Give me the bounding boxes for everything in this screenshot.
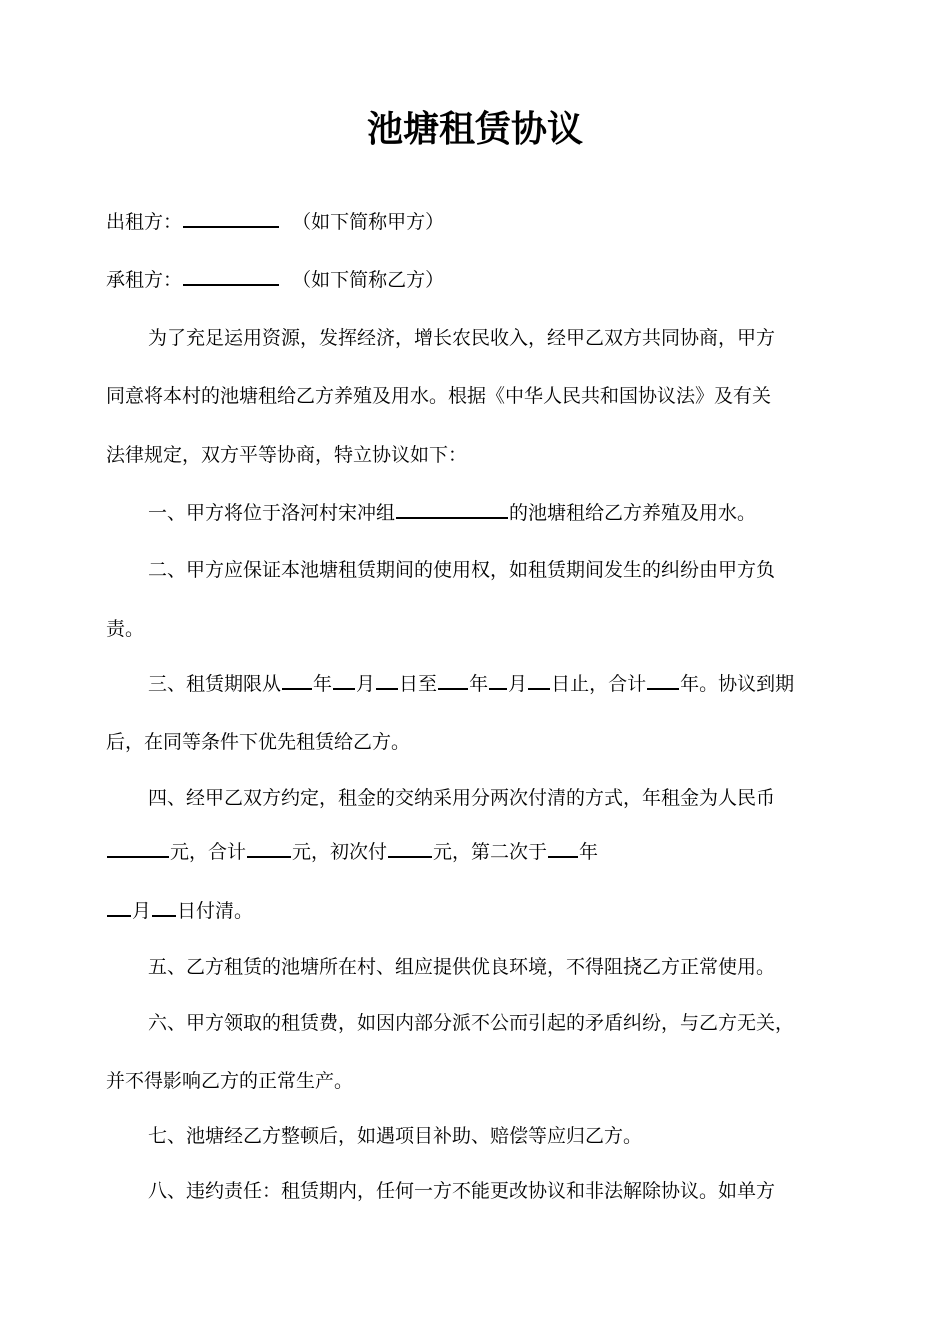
annual-rent-blank bbox=[107, 838, 169, 858]
c4e: 年 bbox=[579, 841, 599, 863]
total-years-blank bbox=[647, 670, 679, 690]
clause-2-line-2: 责。 bbox=[106, 618, 145, 640]
second-month-blank bbox=[107, 897, 131, 917]
total-rent-blank bbox=[247, 838, 291, 858]
c3b: 年 bbox=[313, 673, 333, 695]
lessor-label: 出租方： bbox=[106, 211, 183, 233]
clause-4-line-3 bbox=[106, 896, 253, 926]
c4g: 日付清。 bbox=[177, 900, 254, 922]
preamble-line-1: 为了充足运用资源，发挥经济，增长农民收入，经甲乙双方共同协商，甲方 bbox=[148, 327, 776, 349]
preamble-line-2: 同意将本村的池塘租给乙方养殖及用水。根据《中华人民共和国协议法》及有关 bbox=[106, 385, 772, 407]
c4c: 元，初次付 bbox=[292, 841, 388, 863]
location-blank bbox=[396, 499, 508, 519]
clause-5: 五、乙方租赁的池塘所在村、组应提供优良环境，不得阻挠乙方正常使用。 bbox=[148, 956, 776, 978]
clause-4-line-2 bbox=[106, 837, 598, 867]
c4d: 元，第二次于 bbox=[433, 841, 548, 863]
document-title: 池塘租赁协议 bbox=[366, 109, 583, 150]
clause-6-line-2: 并不得影响乙方的正常生产。 bbox=[106, 1070, 354, 1092]
c4b: 元，合计 bbox=[170, 841, 247, 863]
c4f: 月 bbox=[132, 900, 152, 922]
start-day-blank bbox=[376, 670, 398, 690]
clause-2-line-1: 二、甲方应保证本池塘租赁期间的使用权，如租赁期间发生的纠纷由甲方负 bbox=[148, 559, 776, 581]
lessee-note: （如下简称乙方） bbox=[292, 269, 445, 291]
clause-3-line-1 bbox=[148, 669, 794, 699]
lessor-note: （如下简称甲方） bbox=[292, 211, 445, 233]
clause-6-line-1: 六、甲方领取的租赁费，如因内部分派不公而引起的矛盾纠纷，与乙方无关， bbox=[148, 1012, 795, 1034]
c3f: 月 bbox=[508, 673, 528, 695]
start-month-blank bbox=[333, 670, 355, 690]
lessee-label: 承租方： bbox=[106, 269, 183, 291]
preamble-line-3: 法律规定，双方平等协商，特立协议如下： bbox=[106, 444, 468, 466]
end-month-blank bbox=[489, 670, 507, 690]
c3a: 三、租赁期限从 bbox=[148, 673, 282, 695]
c3h: 年。协议到期 bbox=[680, 673, 795, 695]
clause-7: 七、池塘经乙方整顿后，如遇项目补助、赔偿等应归乙方。 bbox=[148, 1125, 643, 1147]
lessee-line bbox=[106, 265, 444, 295]
second-day-blank bbox=[152, 897, 176, 917]
c3d: 日至 bbox=[399, 673, 438, 695]
lessee-blank bbox=[183, 266, 279, 286]
clause-3-line-2: 后，在同等条件下优先租赁给乙方。 bbox=[106, 731, 411, 753]
clause-1-text-a: 一、甲方将位于洛河村宋冲组 bbox=[148, 502, 396, 524]
end-year-blank bbox=[438, 670, 468, 690]
second-year-blank bbox=[548, 838, 578, 858]
c3g: 日止，合计 bbox=[551, 673, 647, 695]
clause-1-text-b: 的池塘租给乙方养殖及用水。 bbox=[509, 502, 757, 524]
lessor-line bbox=[106, 207, 444, 237]
lessor-blank bbox=[183, 208, 279, 228]
clause-1 bbox=[148, 498, 756, 528]
clause-8-line-1: 八、违约责任：租赁期内，任何一方不能更改协议和非法解除协议。如单方 bbox=[148, 1180, 776, 1202]
start-year-blank bbox=[282, 670, 312, 690]
clause-4-line-1: 四、经甲乙双方约定，租金的交纳采用分两次付清的方式，年租金为人民币 bbox=[148, 787, 776, 809]
first-payment-blank bbox=[388, 838, 432, 858]
c3e: 年 bbox=[469, 673, 489, 695]
c3c: 月 bbox=[356, 673, 376, 695]
end-day-blank bbox=[528, 670, 550, 690]
